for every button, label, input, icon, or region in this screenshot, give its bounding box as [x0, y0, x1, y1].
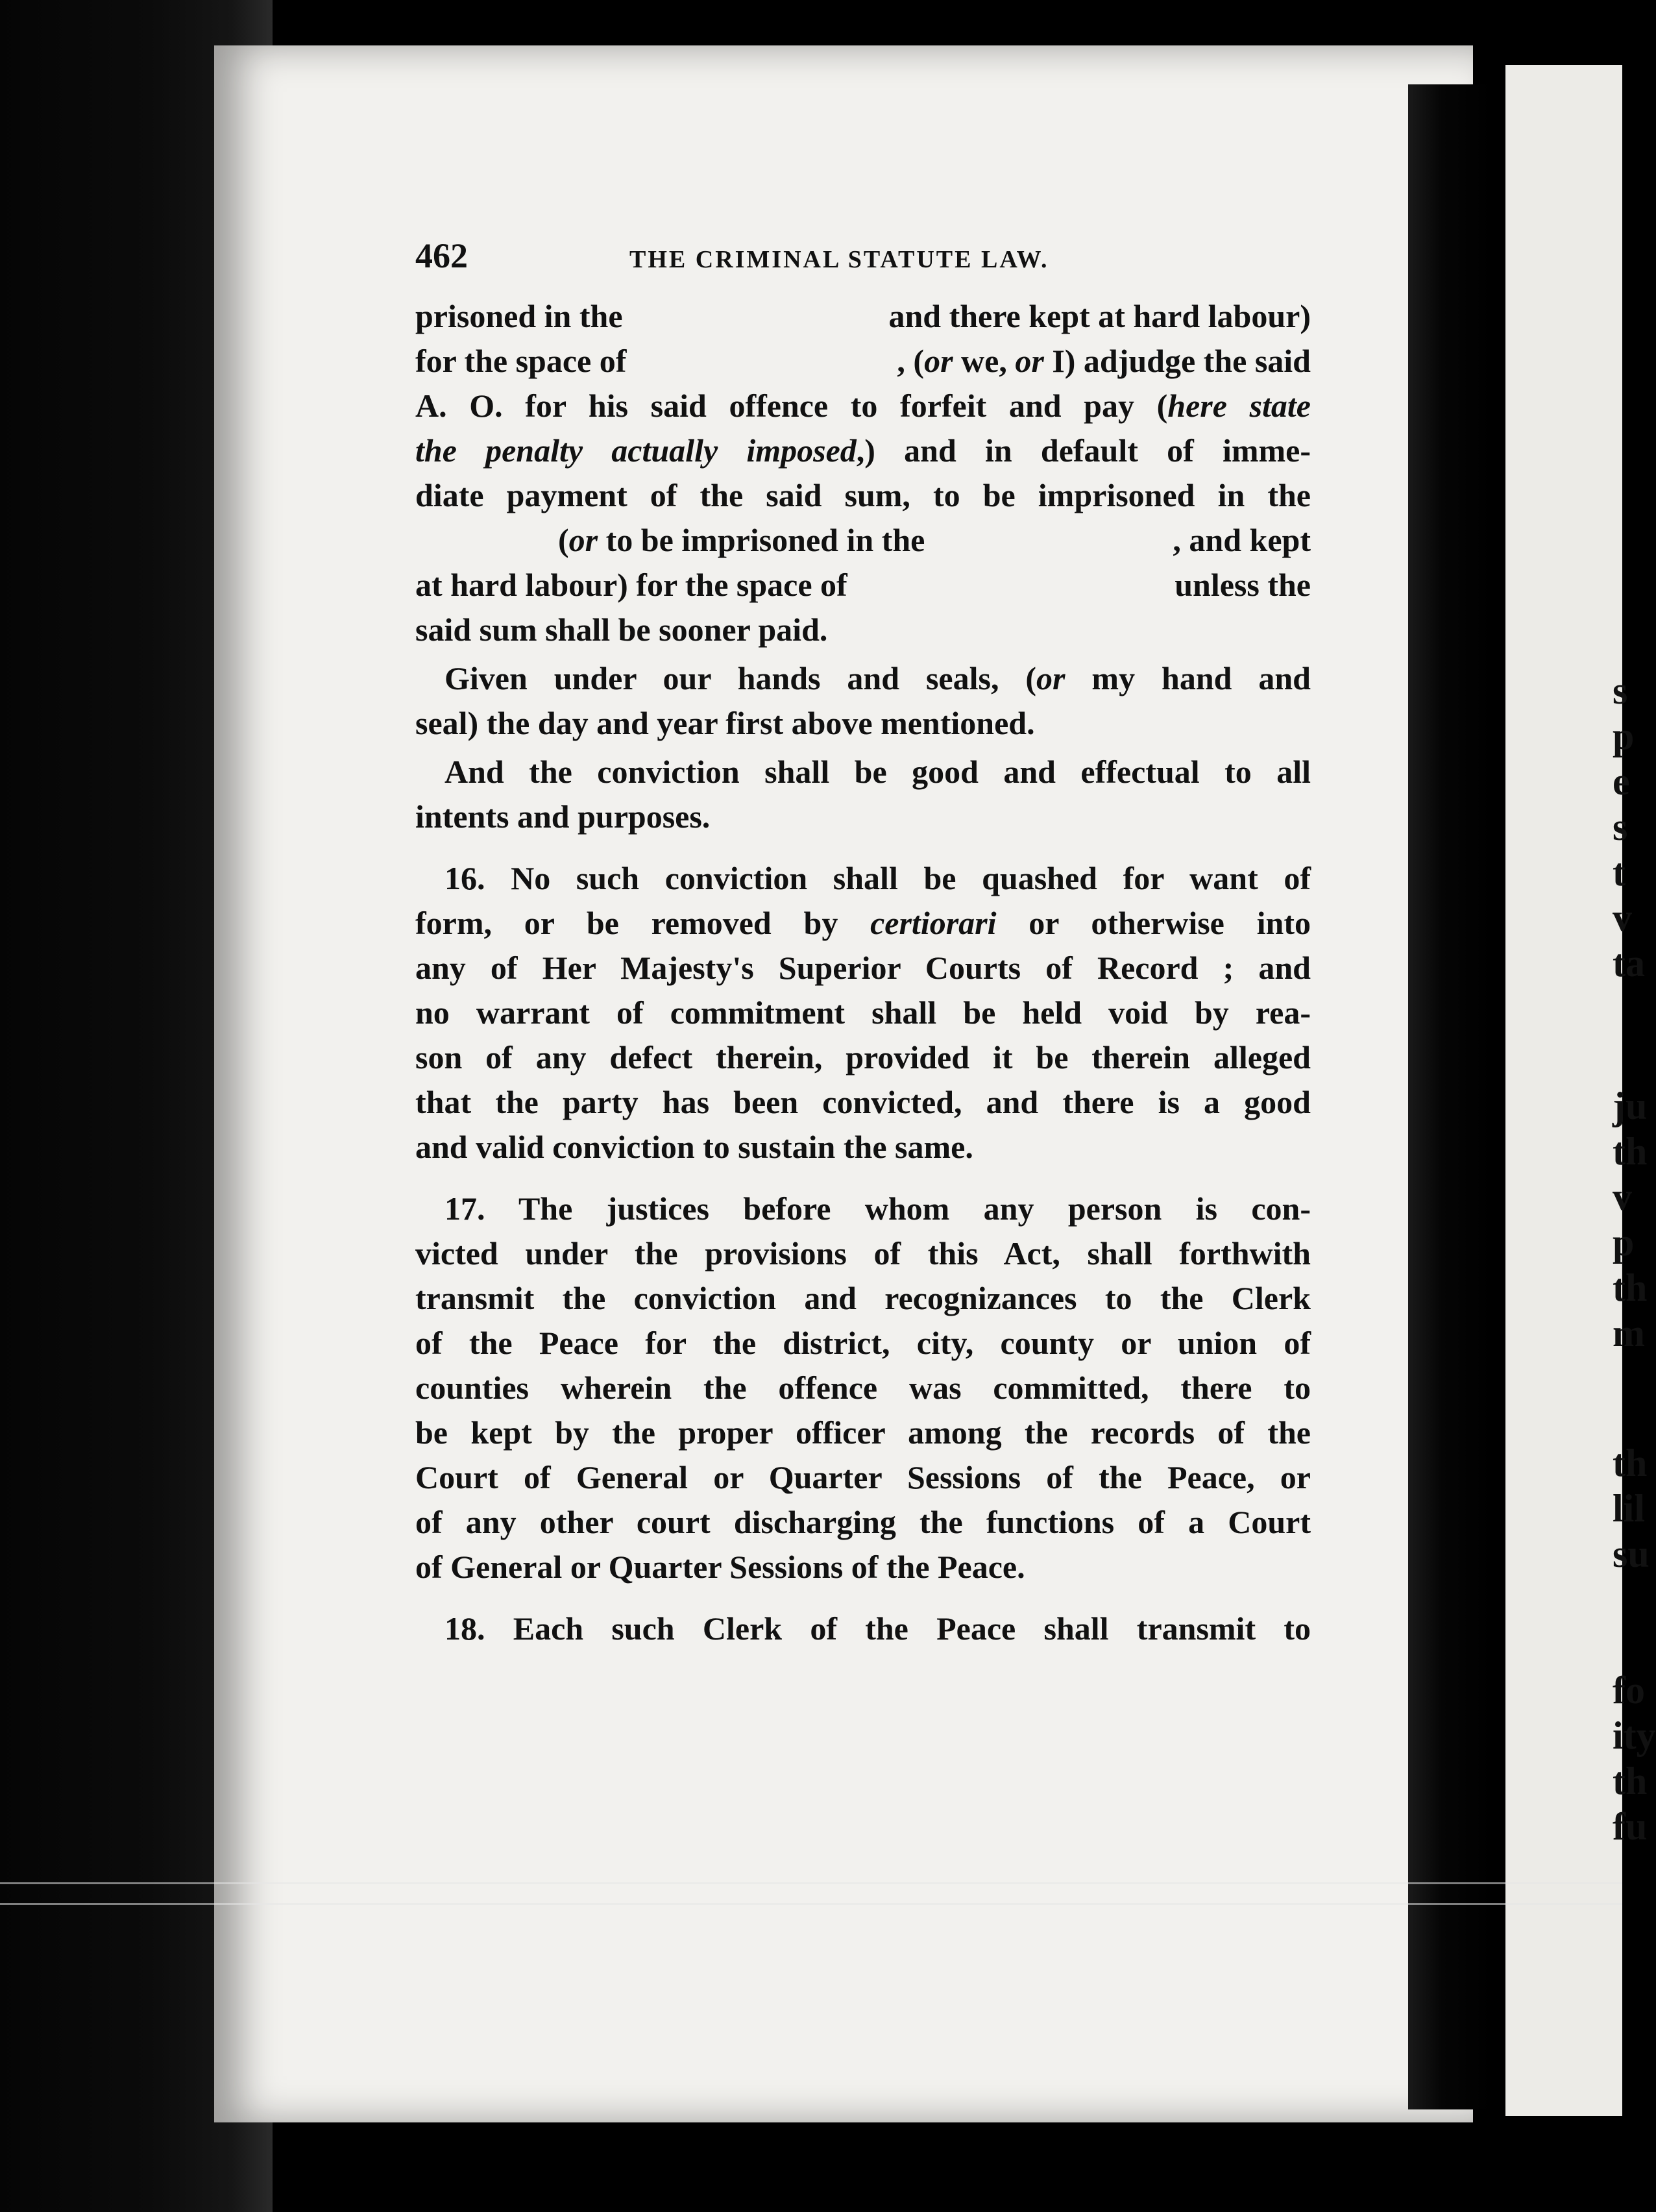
text-fragment: at hard labour) for the space of: [415, 567, 847, 603]
text-line: Court of General or Quarter Sessions of the Peace, or: [415, 1459, 1311, 1495]
page-header: [415, 234, 1311, 282]
section-18: [415, 1606, 1311, 1651]
facing-fragment: m: [1613, 1312, 1645, 1355]
text-line: be kept by the proper officer among the records of the: [415, 1414, 1311, 1451]
facing-fragment: s: [1613, 805, 1628, 848]
conviction-clause: [415, 750, 1311, 839]
text-fragment: prisoned in the: [415, 298, 623, 334]
text-line: of any other court discharging the functions of a Court: [415, 1504, 1311, 1540]
facing-fragment: v: [1613, 896, 1632, 939]
text-line: diate payment of the said sum, to be imprisoned in the: [415, 477, 1311, 513]
text-fragment: unless the: [1175, 567, 1311, 603]
facing-fragment: fu: [1613, 1805, 1648, 1848]
section-17: [415, 1186, 1311, 1590]
facing-fragment: th: [1613, 1760, 1648, 1802]
facing-fragment: p: [1613, 1221, 1635, 1264]
text-line: no warrant of commitment shall be held void by rea-: [415, 994, 1311, 1031]
text-line: transmit the conviction and recognizances to the Clerk: [415, 1280, 1311, 1316]
text-line: 18. Each such Clerk of the Peace shall transmit to: [444, 1610, 1311, 1647]
text-line: And the conviction shall be good and effectual to all: [444, 754, 1311, 790]
scan-artifact-line: [0, 1903, 1622, 1905]
facing-fragment: th: [1613, 1130, 1648, 1173]
text-line: [415, 339, 1311, 384]
text-line: form, or be removed by certiorari or otherwise into: [415, 905, 1311, 941]
text-line: seal) the day and year first above mentioned.: [415, 705, 1035, 741]
text-line: Given under our hands and seals, (or my hand and: [444, 660, 1311, 696]
facing-fragment: su: [1613, 1532, 1650, 1575]
text-line: said sum shall be sooner paid.: [415, 611, 828, 648]
text-line: son of any defect therein, provided it be therein alleged: [415, 1039, 1311, 1075]
facing-fragment: p: [1613, 715, 1635, 757]
text-line: that the party has been convicted, and there is a good: [415, 1084, 1311, 1120]
text-line: and valid conviction to sustain the same.: [415, 1129, 973, 1165]
facing-fragment: e: [1613, 760, 1630, 803]
scan-artifact-line: [0, 1882, 1622, 1884]
facing-fragment: th: [1613, 1266, 1648, 1309]
facing-fragment: th: [1613, 1442, 1648, 1484]
text-line: [415, 563, 1311, 608]
facing-fragment: fo: [1613, 1669, 1645, 1712]
text-fragment: , and kept: [1173, 522, 1311, 558]
text-line: 17. The justices before whom any person is con-: [444, 1190, 1311, 1227]
text-line: [415, 518, 1311, 563]
text-line: of General or Quarter Sessions of the Peace.: [415, 1549, 1025, 1585]
page-number: 462: [415, 236, 468, 275]
given-under-hands: [415, 656, 1311, 746]
book-spine: [1408, 84, 1492, 2109]
facing-fragment: v: [1613, 1175, 1632, 1218]
text-line: of the Peace for the district, city, county or union of: [415, 1325, 1311, 1361]
page-text: [415, 234, 1311, 1651]
text-line: intents and purposes.: [415, 798, 711, 835]
text-fragment: and there kept at hard labour): [888, 298, 1311, 334]
text-line: 16. No such conviction shall be quashed for want of: [444, 860, 1311, 896]
text-fragment: , (or we, or I) adjudge the said: [897, 343, 1311, 379]
facing-fragment: ity: [1613, 1714, 1656, 1757]
running-head: THE CRIMINAL STATUTE LAW.: [629, 246, 1049, 273]
section-16: [415, 856, 1311, 1170]
text-line: counties wherein the offence was committed, there to: [415, 1370, 1311, 1406]
form-continuation: [415, 294, 1311, 652]
facing-fragment: ju: [1613, 1085, 1648, 1127]
text-line: the penalty actually imposed,) and in default of imme-: [415, 432, 1311, 469]
facing-fragment: ta: [1613, 942, 1645, 985]
text-line: victed under the provisions of this Act, shall forthwith: [415, 1235, 1311, 1272]
text-line: A. O. for his said offence to forfeit and pay (here state: [415, 387, 1311, 424]
text-fragment: for the space of: [415, 343, 627, 379]
facing-fragment: s: [1613, 669, 1628, 712]
facing-page: [1505, 65, 1656, 2116]
text-fragment: (or to be imprisoned in the: [558, 522, 925, 558]
text-line: [415, 294, 1311, 339]
text-line: any of Her Majesty's Superior Courts of Record ; and: [415, 950, 1311, 986]
facing-fragment: t: [1613, 851, 1626, 894]
facing-fragment: lil: [1613, 1487, 1646, 1530]
